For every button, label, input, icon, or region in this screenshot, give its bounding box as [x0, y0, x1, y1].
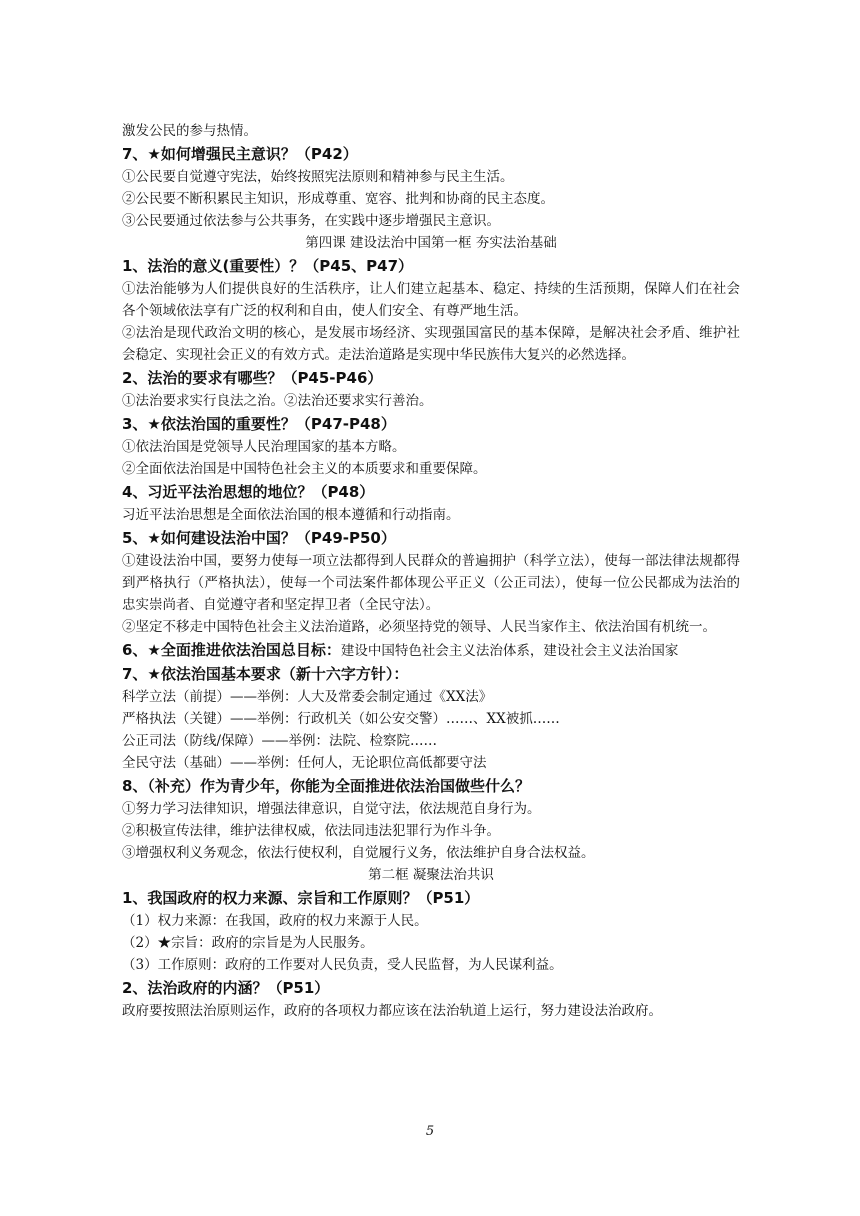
question-heading: 3、★依法治国的重要性？（P47-P48）	[122, 415, 396, 433]
text-line: 科学立法（前提）——举例：人大及常委会制定通过《XX法》	[122, 689, 493, 705]
text-line: 全民守法（基础）——举例：任何人，无论职位高低都要守法	[122, 755, 487, 771]
text-line: 严格执法（关键）——举例：行政机关（如公安交警）……、XX被抓……	[122, 711, 560, 727]
text-line: ②公民要不断积累民主知识，形成尊重、宽容、批判和协商的民主态度。	[122, 191, 554, 207]
question-heading: 1、法治的意义(重要性）？（P45、P47）	[122, 257, 414, 275]
text-line: ①法治要求实行良法之治。②法治还要求实行善治。	[122, 393, 433, 409]
text-line: ②积极宣传法律，维护法律权威，依法同违法犯罪行为作斗争。	[122, 823, 500, 839]
question-heading: 2、法治的要求有哪些？（P45-P46）	[122, 369, 383, 387]
paragraph: ①法治能够为人们提供良好的生活秩序，让人们建立起基本、稳定、持续的生活预期，保障人们在社会各个领域依法享有广泛的权利和自由，使人们安全、有尊严地生活。	[122, 281, 740, 319]
mixed-heading-paragraph	[122, 638, 740, 662]
text-line: 政府要按照法治原则运作，政府的各项权力都应该在法治轨道上运行，努力建设法治政府。	[122, 1003, 662, 1019]
document-page	[122, 120, 740, 1022]
paragraph: ②法治是现代政治文明的核心，是发展市场经济、实现强国富民的基本保障，是解决社会矛盾、维护社会稳定、实现社会正义的有效方式。走法治道路是实现中华民族伟大复兴的必然选择。	[122, 325, 740, 363]
section-title: 第二框 凝聚法治共识	[368, 867, 494, 883]
question-heading: 1、我国政府的权力来源、宗旨和工作原则？（P51）	[122, 889, 480, 907]
text-line: ③公民要通过依法参与公共事务，在实践中逐步增强民主意识。	[122, 213, 500, 229]
text-line: 公正司法（防线/保障）——举例：法院、检察院……	[122, 733, 438, 749]
text-line: （1）权力来源：在我国，政府的权力来源于人民。	[122, 913, 428, 929]
text-line: ③增强权利义务观念，依法行使权利，自觉履行义务，依法维护自身合法权益。	[122, 845, 595, 861]
question-heading: 7、★如何增强民主意识？（P42）	[122, 145, 358, 163]
question-heading: 8、（补充）作为青少年，你能为全面推进依法治国做些什么？	[122, 777, 530, 795]
text-line: 激发公民的参与热情。	[122, 123, 257, 139]
question-heading: 4、习近平法治思想的地位？（P48）	[122, 483, 375, 501]
mixed-heading-text: 建设中国特色社会主义法治体系，建设社会主义法治国家	[340, 643, 679, 659]
text-line: ①努力学习法律知识，增强法律意识，自觉守法，依法规范自身行为。	[122, 801, 541, 817]
question-heading: 7、★依法治国基本要求（新十六字方针）：	[122, 665, 409, 683]
text-line: （3）工作原则：政府的工作要对人民负责，受人民监督，为人民谋利益。	[122, 957, 563, 973]
paragraph: ②坚定不移走中国特色社会主义法治道路，必须坚持党的领导、人民当家作主、依法治国有机统一。	[122, 619, 716, 635]
text-line: 习近平法治思想是全面依法治国的根本遵循和行动指南。	[122, 507, 460, 523]
text-line: ①公民要自觉遵守宪法，始终按照宪法原则和精神参与民主生活。	[122, 169, 514, 185]
text-line: ②全面依法治国是中国特色社会主义的本质要求和重要保障。	[122, 461, 487, 477]
text-line: （2）★宗旨：政府的宗旨是为人民服务。	[122, 935, 374, 951]
section-title: 第四课 建设法治中国第一框 夯实法治基础	[305, 235, 557, 251]
text-line: ①依法治国是党领导人民治理国家的基本方略。	[122, 439, 406, 455]
paragraph: ①建设法治中国，要努力使每一项立法都得到人民群众的普遍拥护（科学立法），使每一部法律法规都得到严格执行（严格执法），使每一个司法案件都体现公平正义（公正司法），使每一位公民都成为法治的忠实崇尚者、自觉遵守者和坚定捍卫者（全民守法）。	[122, 553, 740, 613]
question-heading: 2、法治政府的内涵？（P51）	[122, 979, 330, 997]
mixed-heading-bold: 6、★全面推进依法治国总目标：	[122, 641, 341, 659]
page-number: 5	[425, 1124, 435, 1139]
question-heading: 5、★如何建设法治中国？（P49-P50）	[122, 529, 396, 547]
